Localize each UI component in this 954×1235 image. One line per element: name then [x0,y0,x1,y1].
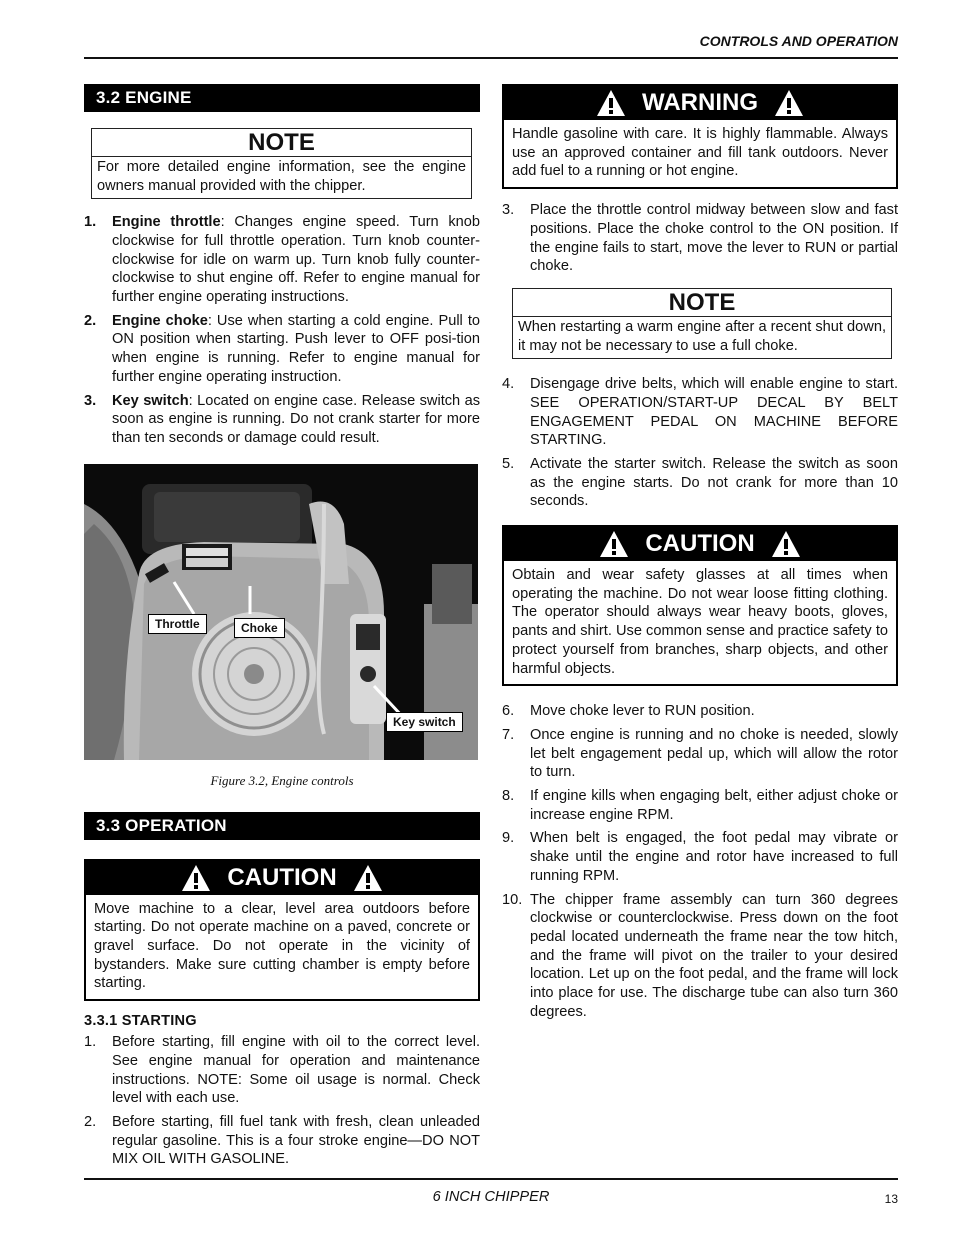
list-item-text: Move choke lever to RUN position. [530,703,755,720]
caution-box-safety [502,525,898,686]
warning-text: Handle gasoline with care. It is highly flammable. Always use an approved container and fill tank outdoors. Never add fuel to a running or hot engine. [512,126,888,180]
note-box-restart [512,288,892,359]
engine-controls-list [84,213,480,447]
caution-title: CAUTION [227,863,337,891]
list-item-text: The chipper frame assembly can turn 360 degrees clockwise or counterclockwise. Press down on the foot pedal located underneath the frame near the tow hitch, and the frame will pivot on the trailer to your desired location. Let up on the foot pedal, and the frame will lock into place for use. The discharge tube can also turn 360 degrees. [530,891,898,1020]
warning-triangle-icon [596,89,626,117]
list-item-text: : Located on engine case. Release switch as soon as engine is running. Do not crank starter for more than ten seconds or damage could result. [112,392,480,446]
warning-triangle-icon [774,89,804,117]
list-item: 6. Move choke lever to RUN position. [502,703,755,720]
note-box-engine [91,128,472,199]
starting-list-continued [502,375,898,511]
figure-caption: Figure 3.2, Engine controls [210,772,354,788]
list-item-text: Place the throttle control midway between slow and fast positions. Place the choke control to the ON position. If the engine fails to start, move the lever to RUN or partial choke. [530,202,898,275]
list-item: 2. Engine choke: Use when starting a cold engine. Pull to ON position when starting. Push lever to OFF posi-tion when engine is running. Refer to engine manual for further engine operating instruction. [84,312,480,385]
warning-title: WARNING [642,89,758,116]
page-header: CONTROLS AND OPERATION [699,33,898,49]
engine-photo [84,464,478,760]
section-heading-operation: 3.3 OPERATION [84,812,480,840]
list-item: 4. Disengage drive belts, which will enable engine to start. SEE OPERATION/START-UP DECAL BY BELT ENGAGEMENT PEDAL ON MACHINE BEFORE STARTING. [502,376,898,449]
list-item: 8. If engine kills when engaging belt, either adjust choke or increase engine RPM. [502,788,898,823]
list-item-text: Activate the starter switch. Release the switch as soon as the engine starts. Do not crank for more than 10 seconds. [530,455,898,510]
list-item: 7. Once engine is running and no choke is needed, slowly let belt engagement pedal up, which will allow the rotor to turn. [502,726,898,781]
left-column [84,84,480,1169]
callout-choke: Choke [234,618,285,638]
list-item: 1. Engine throttle: Changes engine speed. Turn knob clockwise for full throttle operation. Turn knob counter-clockwise for idle on warm up. Turn knob fully counter-clockwise to shut engine off. Refer to engine manual for further engine operating instructions. [84,214,481,305]
note-text: When restarting a warm engine after a recent shut down, it may not be necessary to use a full choke. [518,318,886,354]
section-heading-engine: 3.2 ENGINE [84,84,480,112]
starting-list-continued [502,702,898,1021]
caution-title-bar [86,861,478,895]
list-item-text: When belt is engaged, the foot pedal may vibrate or shake until the engine and rotor have increased to full running RPM. [530,830,898,884]
caution-text: Obtain and wear safety glasses at all times when operating the machine. Do not wear loose fitting clothing. The operator should always wear heavy boots, gloves, pants and shirt. Use common sense and practice safety to protect yourself from branches, sharp objects, and other harmful objects. [512,567,888,677]
warning-triangle-icon [771,530,801,558]
caution-title-bar [504,527,896,561]
footer-rule [84,1178,898,1180]
list-item-text: If engine kills when engaging belt, either adjust choke or increase engine RPM. [530,788,898,823]
warning-box [502,84,898,189]
callout-throttle: Throttle [148,614,207,634]
list-item-text: Once engine is running and no choke is needed, slowly let belt engagement pedal up, which will allow the rotor to turn. [530,726,898,781]
caution-text: Move machine to a clear, level area outdoors before starting. Do not operate machine on a paved, concrete or gravel surface. Do not operate in the vicinity of bystanders. Make sure cutting chamber is empty before starting. [94,900,470,992]
warning-title-bar [504,86,896,120]
starting-list [84,1033,480,1169]
list-item: 1. Before starting, fill engine with oil to the correct level. See engine manual for operation and maintenance instructions. NOTE: Some oil usage is normal. Check level with each use. [84,1034,480,1107]
warning-triangle-icon [181,864,211,892]
caution-box-operation [84,859,480,1002]
list-item-text: Disengage drive belts, which will enable engine to start. SEE OPERATION/START-UP DECAL BY BELT ENGAGEMENT PEDAL ON MACHINE BEFORE STARTING. [530,376,898,449]
list-item-text: : Use when starting a cold engine. Pull to ON position when starting. Push lever to OFF posi-tion when engine is running. Refer to engine manual for further engine operating instruction. [112,312,480,385]
footer-title: 6 INCH CHIPPER [432,1189,550,1205]
note-title: NOTE [513,289,891,317]
list-item: 3. Place the throttle control midway between slow and fast positions. Place the choke control to the ON position. If the engine fails to start, move the lever to RUN or partial choke. [502,202,898,275]
note-text: For more detailed engine information, see the engine owners manual provided with the chipper. [97,159,466,194]
list-item-term: Engine throttle [112,214,221,231]
right-column [502,84,898,1022]
warning-triangle-icon [353,864,383,892]
list-item-text: Before starting, fill engine with oil to the correct level. See engine manual for operation and maintenance instructions. NOTE: Some oil usage is normal. Check level with each use. [112,1034,480,1107]
starting-list-continued [502,201,898,276]
list-item-text: : Changes engine speed. Turn knob clockwise for full throttle operation. Turn knob counter-clockwise for idle on warm up. Turn knob fully counter-clockwise to shut engine off. Refer to engine manual for further engine operating instructions. [112,214,481,305]
page-number: 13 [884,1192,898,1206]
warning-triangle-icon [599,530,629,558]
header-rule [84,57,898,59]
note-title: NOTE [92,129,471,157]
list-item: 10. The chipper frame assembly can turn 360 degrees clockwise or counterclockwise. Press down on the foot pedal located underneath the frame near the tow hitch, and the frame will pivot on the trailer to your desired location. Let up on the foot pedal, and the frame will lock into place for use. The discharge tube can also turn 360 degrees. [502,891,898,1020]
callout-key-switch: Key switch [386,712,463,732]
list-item: 5. Activate the starter switch. Release the switch as soon as the engine starts. Do not crank for more than 10 seconds. [502,455,898,510]
list-item-text: Before starting, fill fuel tank with fresh, clean unleaded regular gasoline. This is a four stroke engine—DO NOT MIX OIL WITH GASOLINE. [112,1113,480,1168]
caution-title: CAUTION [645,530,755,558]
list-item: 3. Key switch: Located on engine case. Release switch as soon as engine is running. Do not crank starter for more than ten seconds or damage could result. [84,392,480,446]
list-item-term: Engine choke [112,312,208,329]
subsection-heading-starting: 3.3.1 STARTING [84,1013,197,1030]
list-item: 9. When belt is engaged, the foot pedal may vibrate or shake until the engine and rotor have increased to full running RPM. [502,830,898,884]
list-item: 2. Before starting, fill fuel tank with fresh, clean unleaded regular gasoline. This is a four stroke engine—DO NOT MIX OIL WITH GASOLINE. [84,1113,480,1168]
list-item-term: Key switch [112,392,189,409]
